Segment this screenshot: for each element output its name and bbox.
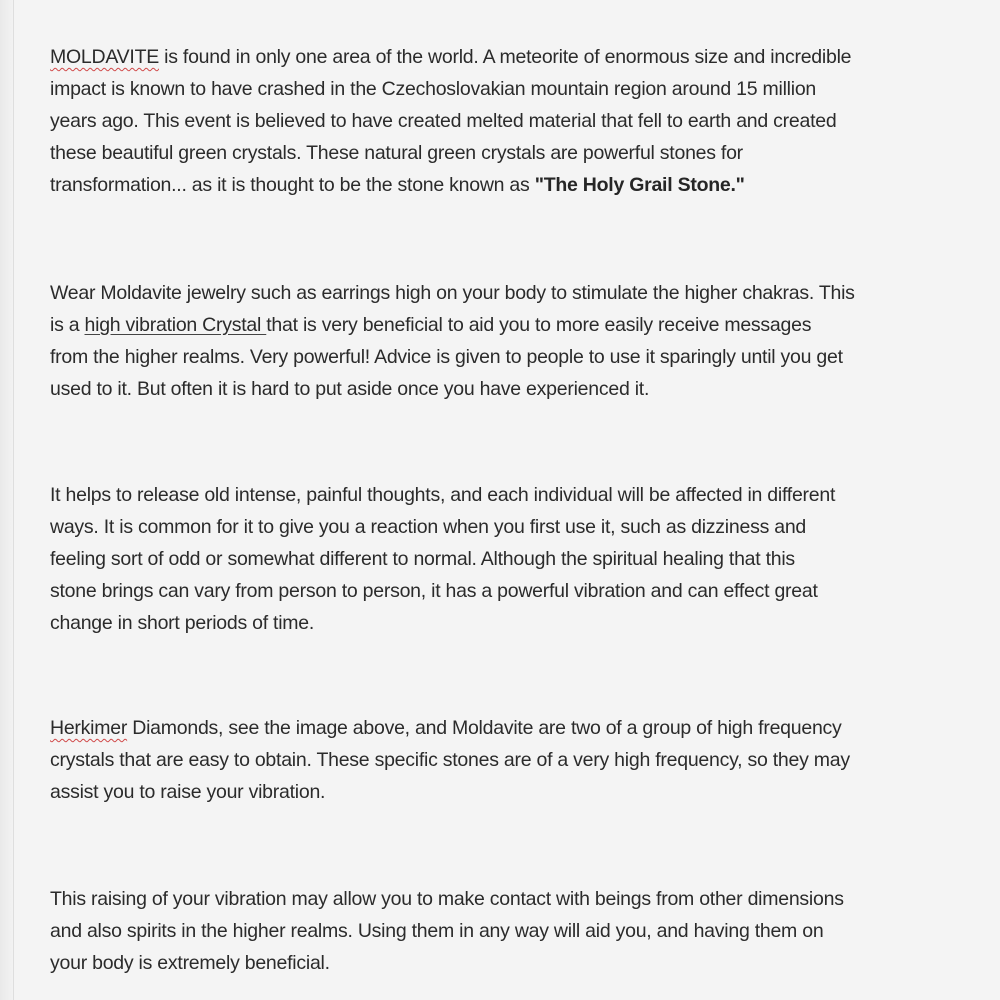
text-line: and also spirits in the higher realms. Using them in any way will aid you, and having them on — [50, 920, 824, 942]
high-vibration-crystal-link[interactable]: high vibration Crystal — [84, 314, 267, 336]
text-line: your body is extremely beneficial. — [50, 952, 330, 974]
text-line: feeling sort of odd or somewhat different to normal. Although the spiritual healing that this — [50, 548, 795, 570]
text-line: is a high vibration Crystal that is very beneficial to aid you to more easily receive messages — [50, 314, 812, 336]
paragraph-herkimer — [50, 712, 1000, 808]
bold-holy-grail-stone: "The Holy Grail Stone." — [534, 174, 745, 196]
text-line: assist you to raise your vibration. — [50, 781, 326, 803]
misspelled-word-moldavite[interactable]: MOLDAVITE — [50, 46, 159, 68]
paragraph-raising-vibration — [50, 883, 1000, 979]
text-line: stone brings can vary from person to person, it has a powerful vibration and can effect great — [50, 580, 818, 602]
paragraph-moldavite-intro — [50, 41, 1000, 201]
text-line: MOLDAVITE is found in only one area of the world. A meteorite of enormous size and incredible — [50, 46, 852, 68]
misspelled-word-herkimer[interactable]: Herkimer — [50, 717, 128, 739]
text-line: from the higher realms. Very powerful! Advice is given to people to use it sparingly until you get — [50, 346, 843, 368]
text-line: used to it. But often it is hard to put aside once you have experienced it. — [50, 378, 650, 400]
text-line: ways. It is common for it to give you a reaction when you first use it, such as dizziness and — [50, 516, 807, 538]
text-line: years ago. This event is believed to have created melted material that fell to earth and created — [50, 110, 837, 132]
paragraph-jewelry — [50, 277, 1000, 405]
text-line: Wear Moldavite jewelry such as earrings high on your body to stimulate the higher chakras. This — [50, 282, 855, 304]
text-line: these beautiful green crystals. These natural green crystals are powerful stones for — [50, 142, 743, 164]
text-line: change in short periods of time. — [50, 612, 315, 634]
paragraph-release-thoughts — [50, 479, 1000, 639]
text-line: It helps to release old intense, painful thoughts, and each individual will be affected in different — [50, 484, 836, 506]
text-line: transformation... as it is thought to be the stone known as "The Holy Grail Stone." — [50, 174, 745, 196]
text-line: crystals that are easy to obtain. These specific stones are of a very high frequency, so they may — [50, 749, 850, 771]
text-line: This raising of your vibration may allow you to make contact with beings from other dimensions — [50, 888, 844, 910]
text-line: impact is known to have crashed in the Czechoslovakian mountain region around 15 million — [50, 78, 817, 100]
text-line: Herkimer Diamonds, see the image above, and Moldavite are two of a group of high frequency — [50, 717, 842, 739]
document-sheet — [14, 0, 1000, 1000]
